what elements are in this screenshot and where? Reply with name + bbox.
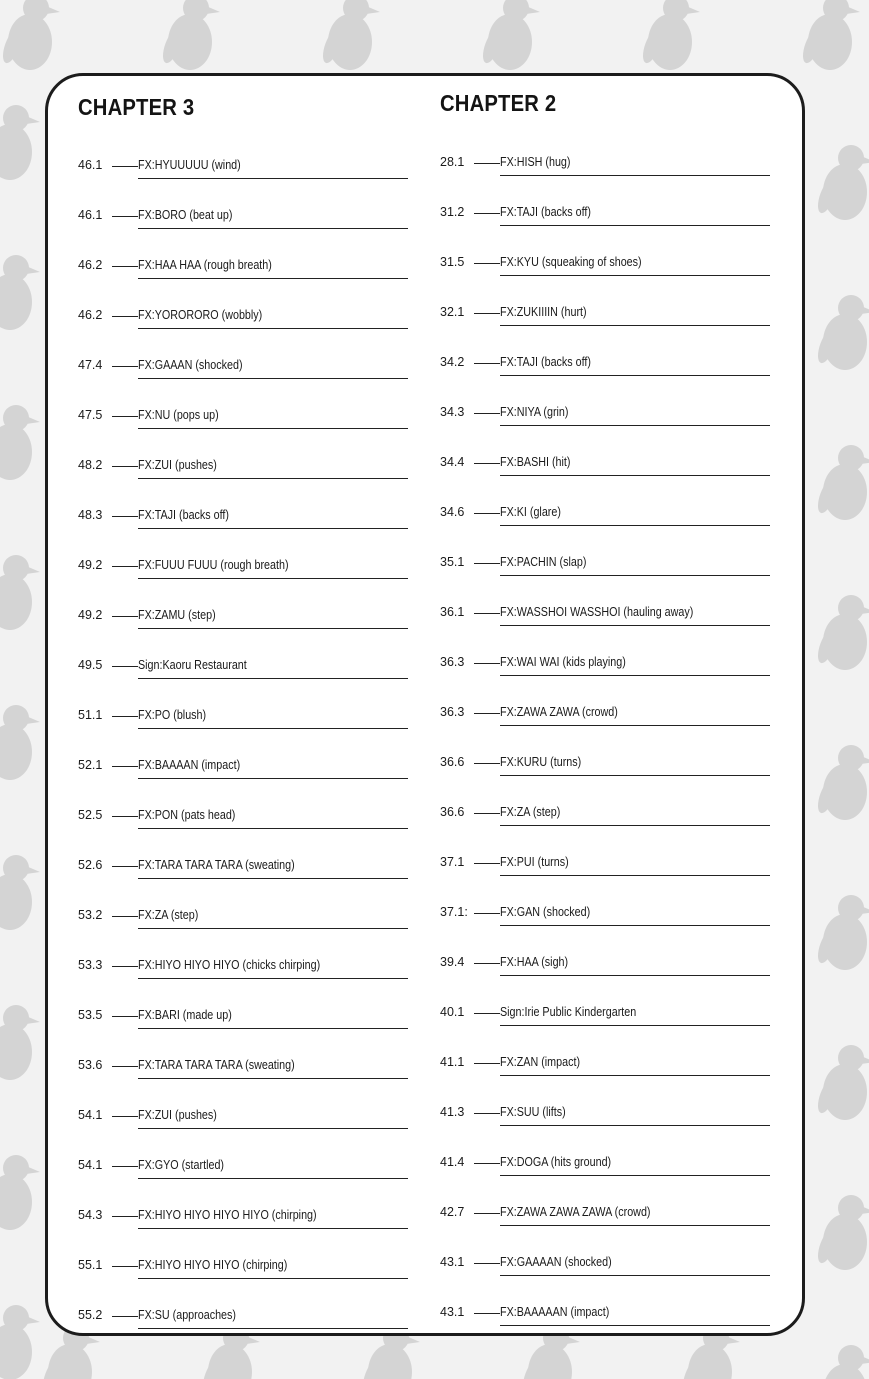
page-panel-reference: 36.3 — [440, 705, 465, 719]
underline-rule — [138, 978, 408, 979]
underline-rule — [138, 228, 408, 229]
glossary-entry — [440, 896, 770, 922]
sound-effect-translation: FX:SU (approaches) — [138, 1308, 236, 1322]
underline-rule — [500, 975, 770, 976]
page-panel-reference: 36.3 — [440, 655, 465, 669]
glossary-entry — [440, 296, 770, 322]
fx-glossary-panel — [45, 73, 805, 1336]
glossary-entry — [440, 146, 770, 172]
sound-effect-translation: FX:GYO (startled) — [138, 1158, 225, 1172]
glossary-entry — [440, 446, 770, 472]
page-panel-reference: 37.1: — [440, 905, 468, 919]
underline-rule — [500, 1125, 770, 1126]
leader-line — [112, 316, 138, 317]
underline-rule — [500, 375, 770, 376]
underline-rule — [500, 875, 770, 876]
glossary-entry — [440, 1046, 770, 1072]
leader-line — [112, 166, 138, 167]
page-panel-reference: 46.2 — [78, 308, 103, 322]
underline-rule — [500, 325, 770, 326]
underline-rule — [138, 928, 408, 929]
glossary-entry — [78, 1249, 408, 1275]
glossary-entry — [440, 1146, 770, 1172]
underline-rule — [500, 575, 770, 576]
leader-line — [112, 466, 138, 467]
glossary-entry — [440, 1246, 770, 1272]
sound-effect-translation: FX:HIYO HIYO HIYO (chicks chirping) — [138, 958, 321, 972]
underline-rule — [138, 1278, 408, 1279]
underline-rule — [138, 1178, 408, 1179]
underline-rule — [138, 1028, 408, 1029]
page-panel-reference: 46.1 — [78, 208, 103, 222]
sound-effect-translation: FX:KYU (squeaking of shoes) — [500, 255, 642, 269]
page-panel-reference: 48.2 — [78, 458, 103, 472]
leader-line — [112, 816, 138, 817]
page-panel-reference: 49.2 — [78, 608, 103, 622]
sound-effect-translation: FX:PUI (turns) — [500, 855, 569, 869]
page-panel-reference: 31.2 — [440, 205, 465, 219]
leader-line — [112, 366, 138, 367]
leader-line — [112, 1316, 138, 1317]
underline-rule — [138, 878, 408, 879]
underline-rule — [500, 475, 770, 476]
leader-line — [474, 763, 500, 764]
leader-line — [474, 1163, 500, 1164]
sound-effect-translation: FX:PACHIN (slap) — [500, 555, 587, 569]
leader-line — [112, 216, 138, 217]
page-panel-reference: 42.7 — [440, 1205, 465, 1219]
leader-line — [474, 163, 500, 164]
glossary-entry — [78, 399, 408, 425]
underline-rule — [138, 1128, 408, 1129]
glossary-entry — [440, 1296, 770, 1322]
sound-effect-translation: FX:HIYO HIYO HIYO HIYO (chirping) — [138, 1208, 317, 1222]
page-panel-reference: 46.1 — [78, 158, 103, 172]
sound-effect-translation: Sign:Kaoru Restaurant — [138, 658, 247, 672]
underline-rule — [138, 328, 408, 329]
page-panel-reference: 35.1 — [440, 555, 465, 569]
glossary-entry — [78, 499, 408, 525]
underline-rule — [500, 925, 770, 926]
glossary-entry — [78, 199, 408, 225]
sound-effect-translation: FX:DOGA (hits ground) — [500, 1155, 612, 1169]
page-panel-reference: 34.6 — [440, 505, 465, 519]
leader-line — [474, 713, 500, 714]
sound-effect-translation: FX:TARA TARA TARA (sweating) — [138, 858, 295, 872]
sound-effect-translation: FX:KI (glare) — [500, 505, 561, 519]
sound-effect-translation: FX:YORORORO (wobbly) — [138, 308, 263, 322]
sound-effect-translation: FX:ZAWA ZAWA ZAWA (crowd) — [500, 1205, 651, 1219]
sound-effect-translation: FX:ZAWA ZAWA (crowd) — [500, 705, 618, 719]
sound-effect-translation: FX:ZA (step) — [138, 908, 199, 922]
underline-rule — [138, 428, 408, 429]
underline-rule — [138, 828, 408, 829]
chapter-2-heading: CHAPTER 2 — [440, 90, 557, 116]
glossary-entry — [78, 349, 408, 375]
leader-line — [474, 1013, 500, 1014]
underline-rule — [500, 175, 770, 176]
leader-line — [112, 916, 138, 917]
sound-effect-translation: FX:SUU (lifts) — [500, 1105, 566, 1119]
sound-effect-translation: FX:ZA (step) — [500, 805, 561, 819]
glossary-entry — [78, 1099, 408, 1125]
underline-rule — [500, 1225, 770, 1226]
glossary-entry — [440, 946, 770, 972]
leader-line — [112, 766, 138, 767]
underline-rule — [500, 225, 770, 226]
leader-line — [112, 1266, 138, 1267]
underline-rule — [138, 628, 408, 629]
underline-rule — [138, 778, 408, 779]
page-panel-reference: 53.6 — [78, 1058, 103, 1072]
sound-effect-translation: FX:HAA (sigh) — [500, 955, 569, 969]
glossary-entry — [440, 1196, 770, 1222]
page-panel-reference: 43.1 — [440, 1255, 465, 1269]
page-panel-reference: 34.3 — [440, 405, 465, 419]
glossary-entry — [440, 246, 770, 272]
page-panel-reference: 36.1 — [440, 605, 465, 619]
glossary-entry — [78, 999, 408, 1025]
leader-line — [474, 313, 500, 314]
glossary-entry — [440, 396, 770, 422]
glossary-entry — [78, 949, 408, 975]
leader-line — [474, 563, 500, 564]
leader-line — [112, 1216, 138, 1217]
underline-rule — [500, 425, 770, 426]
leader-line — [474, 263, 500, 264]
underline-rule — [138, 678, 408, 679]
underline-rule — [500, 1325, 770, 1326]
underline-rule — [500, 525, 770, 526]
underline-rule — [500, 725, 770, 726]
page-panel-reference: 47.4 — [78, 358, 103, 372]
leader-line — [112, 1116, 138, 1117]
leader-line — [112, 1066, 138, 1067]
sound-effect-translation: FX:ZAMU (step) — [138, 608, 216, 622]
page-panel-reference: 52.5 — [78, 808, 103, 822]
page-panel-reference: 54.1 — [78, 1158, 103, 1172]
glossary-entry — [78, 849, 408, 875]
glossary-entry — [78, 799, 408, 825]
leader-line — [112, 266, 138, 267]
leader-line — [474, 863, 500, 864]
page-panel-reference: 31.5 — [440, 255, 465, 269]
underline-rule — [138, 728, 408, 729]
page-panel-reference: 54.3 — [78, 1208, 103, 1222]
sound-effect-translation: FX:HIYO HIYO HIYO (chirping) — [138, 1258, 288, 1272]
glossary-entry — [440, 546, 770, 572]
glossary-entry — [440, 346, 770, 372]
sound-effect-translation: FX:HYUUUUU (wind) — [138, 158, 241, 172]
leader-line — [474, 463, 500, 464]
sound-effect-translation: FX:HISH (hug) — [500, 155, 571, 169]
sound-effect-translation: FX:BORO (beat up) — [138, 208, 233, 222]
page-panel-reference: 34.2 — [440, 355, 465, 369]
leader-line — [112, 1166, 138, 1167]
sound-effect-translation: FX:ZUI (pushes) — [138, 458, 217, 472]
sound-effect-translation: FX:ZUKIIIIN (hurt) — [500, 305, 587, 319]
sound-effect-translation: FX:TAJI (backs off) — [500, 205, 591, 219]
sound-effect-translation: FX:WAI WAI (kids playing) — [500, 655, 626, 669]
glossary-entry — [78, 1149, 408, 1175]
chapter-3-heading: CHAPTER 3 — [78, 94, 195, 120]
leader-line — [474, 913, 500, 914]
underline-rule — [138, 378, 408, 379]
page-panel-reference: 53.3 — [78, 958, 103, 972]
leader-line — [474, 1263, 500, 1264]
leader-line — [112, 866, 138, 867]
page-panel-reference: 39.4 — [440, 955, 465, 969]
sound-effect-translation: FX:ZAN (impact) — [500, 1055, 581, 1069]
page-panel-reference: 41.4 — [440, 1155, 465, 1169]
leader-line — [474, 613, 500, 614]
underline-rule — [138, 528, 408, 529]
glossary-entry — [78, 449, 408, 475]
underline-rule — [138, 178, 408, 179]
glossary-entry — [78, 149, 408, 175]
sound-effect-translation: FX:BARI (made up) — [138, 1008, 232, 1022]
glossary-entry — [78, 1199, 408, 1225]
underline-rule — [138, 1328, 408, 1329]
sound-effect-translation: FX:GAAAAN (shocked) — [500, 1255, 612, 1269]
glossary-entry — [440, 646, 770, 672]
leader-line — [112, 1016, 138, 1017]
page-panel-reference: 36.6 — [440, 755, 465, 769]
page-panel-reference: 36.6 — [440, 805, 465, 819]
underline-rule — [500, 275, 770, 276]
leader-line — [112, 966, 138, 967]
sound-effect-translation: FX:NU (pops up) — [138, 408, 219, 422]
underline-rule — [500, 775, 770, 776]
leader-line — [474, 363, 500, 364]
glossary-entry — [78, 649, 408, 675]
sound-effect-translation: FX:PO (blush) — [138, 708, 207, 722]
page-panel-reference: 46.2 — [78, 258, 103, 272]
glossary-entry — [440, 196, 770, 222]
sound-effect-translation: FX:KURU (turns) — [500, 755, 582, 769]
leader-line — [474, 513, 500, 514]
page-panel-reference: 55.1 — [78, 1258, 103, 1272]
page-panel-reference: 43.1 — [440, 1305, 465, 1319]
glossary-entry — [78, 1049, 408, 1075]
leader-line — [474, 963, 500, 964]
glossary-entry — [78, 899, 408, 925]
page-panel-reference: 41.3 — [440, 1105, 465, 1119]
page-panel-reference: 52.6 — [78, 858, 103, 872]
glossary-entry — [78, 299, 408, 325]
sound-effect-translation: FX:BAAAAN (impact) — [138, 758, 241, 772]
underline-rule — [138, 478, 408, 479]
page-panel-reference: 55.2 — [78, 1308, 103, 1322]
page-panel-reference: 48.3 — [78, 508, 103, 522]
glossary-entry — [440, 596, 770, 622]
sound-effect-translation: FX:BAAAAAN (impact) — [500, 1305, 610, 1319]
glossary-entry — [440, 1096, 770, 1122]
page-panel-reference: 49.2 — [78, 558, 103, 572]
sound-effect-translation: FX:FUUU FUUU (rough breath) — [138, 558, 289, 572]
leader-line — [112, 666, 138, 667]
leader-line — [112, 416, 138, 417]
sound-effect-translation: FX:NIYA (grin) — [500, 405, 569, 419]
sound-effect-translation: FX:GAAAN (shocked) — [138, 358, 243, 372]
sound-effect-translation: FX:TAJI (backs off) — [500, 355, 591, 369]
glossary-entry — [440, 996, 770, 1022]
glossary-entry — [440, 696, 770, 722]
page-panel-reference: 54.1 — [78, 1108, 103, 1122]
page-panel-reference: 28.1 — [440, 155, 465, 169]
page-panel-reference: 32.1 — [440, 305, 465, 319]
page-panel-reference: 47.5 — [78, 408, 103, 422]
page-panel-reference: 41.1 — [440, 1055, 465, 1069]
page-panel-reference: 51.1 — [78, 708, 103, 722]
sound-effect-translation: FX:PON (pats head) — [138, 808, 236, 822]
sound-effect-translation: FX:HAA HAA (rough breath) — [138, 258, 272, 272]
page-panel-reference: 53.2 — [78, 908, 103, 922]
glossary-entry — [440, 846, 770, 872]
sound-effect-translation: FX:GAN (shocked) — [500, 905, 591, 919]
leader-line — [474, 813, 500, 814]
leader-line — [474, 1213, 500, 1214]
sound-effect-translation: FX:TARA TARA TARA (sweating) — [138, 1058, 295, 1072]
glossary-entry — [78, 249, 408, 275]
glossary-entry — [440, 496, 770, 522]
underline-rule — [138, 1078, 408, 1079]
leader-line — [474, 1113, 500, 1114]
page-panel-reference: 53.5 — [78, 1008, 103, 1022]
sound-effect-translation: FX:WASSHOI WASSHOI (hauling away) — [500, 605, 694, 619]
glossary-entry — [440, 796, 770, 822]
underline-rule — [500, 1075, 770, 1076]
glossary-entry — [78, 1299, 408, 1325]
leader-line — [112, 616, 138, 617]
underline-rule — [500, 625, 770, 626]
glossary-entry — [78, 699, 408, 725]
glossary-entry — [440, 746, 770, 772]
glossary-entry — [78, 599, 408, 625]
underline-rule — [138, 578, 408, 579]
underline-rule — [500, 675, 770, 676]
sound-effect-translation: FX:BASHI (hit) — [500, 455, 571, 469]
leader-line — [112, 516, 138, 517]
page-panel-reference: 40.1 — [440, 1005, 465, 1019]
underline-rule — [138, 278, 408, 279]
leader-line — [112, 566, 138, 567]
underline-rule — [500, 825, 770, 826]
page-panel-reference: 34.4 — [440, 455, 465, 469]
sound-effect-translation: FX:TAJI (backs off) — [138, 508, 229, 522]
glossary-entry — [78, 749, 408, 775]
page-panel-reference: 37.1 — [440, 855, 465, 869]
underline-rule — [138, 1228, 408, 1229]
page-panel-reference: 49.5 — [78, 658, 103, 672]
leader-line — [474, 1063, 500, 1064]
leader-line — [474, 413, 500, 414]
leader-line — [112, 716, 138, 717]
leader-line — [474, 213, 500, 214]
sound-effect-translation: Sign:Irie Public Kindergarten — [500, 1005, 637, 1019]
leader-line — [474, 663, 500, 664]
glossary-entry — [78, 549, 408, 575]
underline-rule — [500, 1275, 770, 1276]
leader-line — [474, 1313, 500, 1314]
sound-effect-translation: FX:ZUI (pushes) — [138, 1108, 217, 1122]
underline-rule — [500, 1025, 770, 1026]
page-panel-reference: 52.1 — [78, 758, 103, 772]
underline-rule — [500, 1175, 770, 1176]
